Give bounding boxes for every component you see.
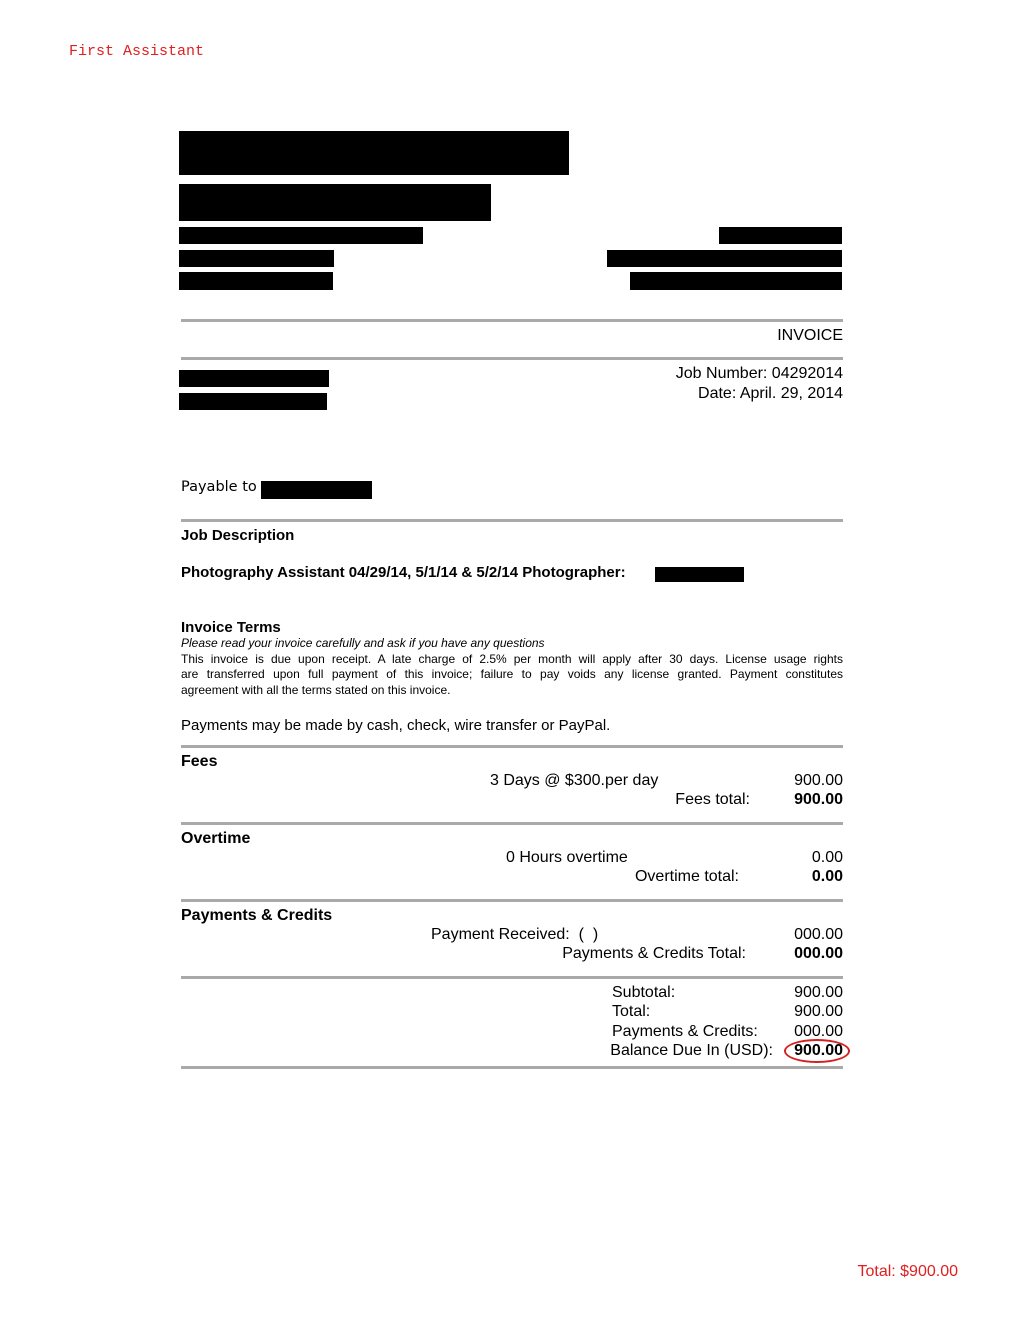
fees-total-value: 900.00 (794, 791, 843, 808)
invoice-terms-line: This invoice is due upon receipt. A late charge of 2.5% per month will apply after 30 days. License usage rights (181, 652, 843, 666)
total-annotation: Total: $900.00 (857, 1263, 958, 1280)
payment-received-value: 000.00 (794, 926, 843, 943)
overtime-heading: Overtime (181, 830, 251, 847)
balance-due-label: Balance Due In (USD): (610, 1042, 773, 1059)
job-description-text: Photography Assistant 04/29/14, 5/1/14 & 5/2/14 Photographer: (181, 564, 626, 581)
redacted-payee (261, 481, 372, 499)
total-value: 900.00 (794, 1003, 843, 1020)
payment-received-label: Payment Received: ( ) (431, 926, 599, 943)
overtime-item-value: 0.00 (811, 849, 843, 866)
invoice-date: Date: April. 29, 2014 (698, 385, 843, 402)
fees-item-label: 3 Days @ $300.per day (490, 772, 659, 789)
total-label: Total: (612, 1003, 651, 1020)
payments-total-label: Payments & Credits Total: (562, 945, 746, 962)
divider (181, 519, 843, 522)
invoice-terms-heading: Invoice Terms (181, 619, 281, 636)
document-type: INVOICE (777, 327, 843, 344)
redacted-client-line2 (179, 393, 327, 410)
overtime-total-label: Overtime total: (634, 868, 739, 885)
credits-value: 000.00 (794, 1023, 843, 1040)
redacted-photographer (655, 567, 744, 582)
redacted-address-line3 (179, 272, 333, 290)
redacted-contact-line1 (719, 227, 842, 244)
job-description-heading: Job Description (181, 527, 295, 544)
divider (181, 319, 843, 322)
subtotal-value: 900.00 (794, 984, 843, 1001)
divider (181, 357, 843, 360)
divider (181, 822, 843, 825)
redacted-address-line1 (179, 227, 423, 244)
fees-item-value: 900.00 (794, 772, 843, 789)
redacted-company-name (179, 131, 569, 175)
fees-heading: Fees (181, 753, 218, 770)
payable-to-label: Payable to (181, 479, 257, 495)
overtime-total-value: 0.00 (811, 868, 843, 885)
credits-label: Payments & Credits: (612, 1023, 758, 1040)
redacted-contact-line3 (630, 272, 842, 290)
divider (181, 745, 843, 748)
redacted-address-line2 (179, 250, 334, 267)
payments-heading: Payments & Credits (181, 907, 333, 924)
balance-due-value: 900.00 (794, 1042, 843, 1059)
divider (181, 1066, 843, 1069)
invoice-terms-line: are transferred upon full payment of this invoice; failure to pay voids any license granted. Payment constitutes (181, 667, 843, 681)
invoice-terms-subheading: Please read your invoice carefully and ask if you have any questions (181, 636, 545, 650)
redacted-company-subtitle (179, 184, 491, 221)
subtotal-label: Subtotal: (612, 984, 676, 1001)
overtime-item-label: 0 Hours overtime (506, 849, 628, 866)
divider (181, 976, 843, 979)
balance-highlight-circle (784, 1039, 850, 1063)
divider (181, 899, 843, 902)
first-assistant-label: First Assistant (69, 43, 205, 60)
payments-total-value: 000.00 (794, 945, 843, 962)
redacted-contact-line2 (607, 250, 842, 267)
fees-total-label: Fees total: (675, 791, 750, 808)
invoice-terms-line: agreement with all the terms stated on this invoice. (181, 683, 451, 697)
redacted-client-line1 (179, 370, 329, 387)
job-number: Job Number: 04292014 (675, 365, 843, 382)
payment-methods: Payments may be made by cash, check, wire transfer or PayPal. (181, 717, 611, 734)
